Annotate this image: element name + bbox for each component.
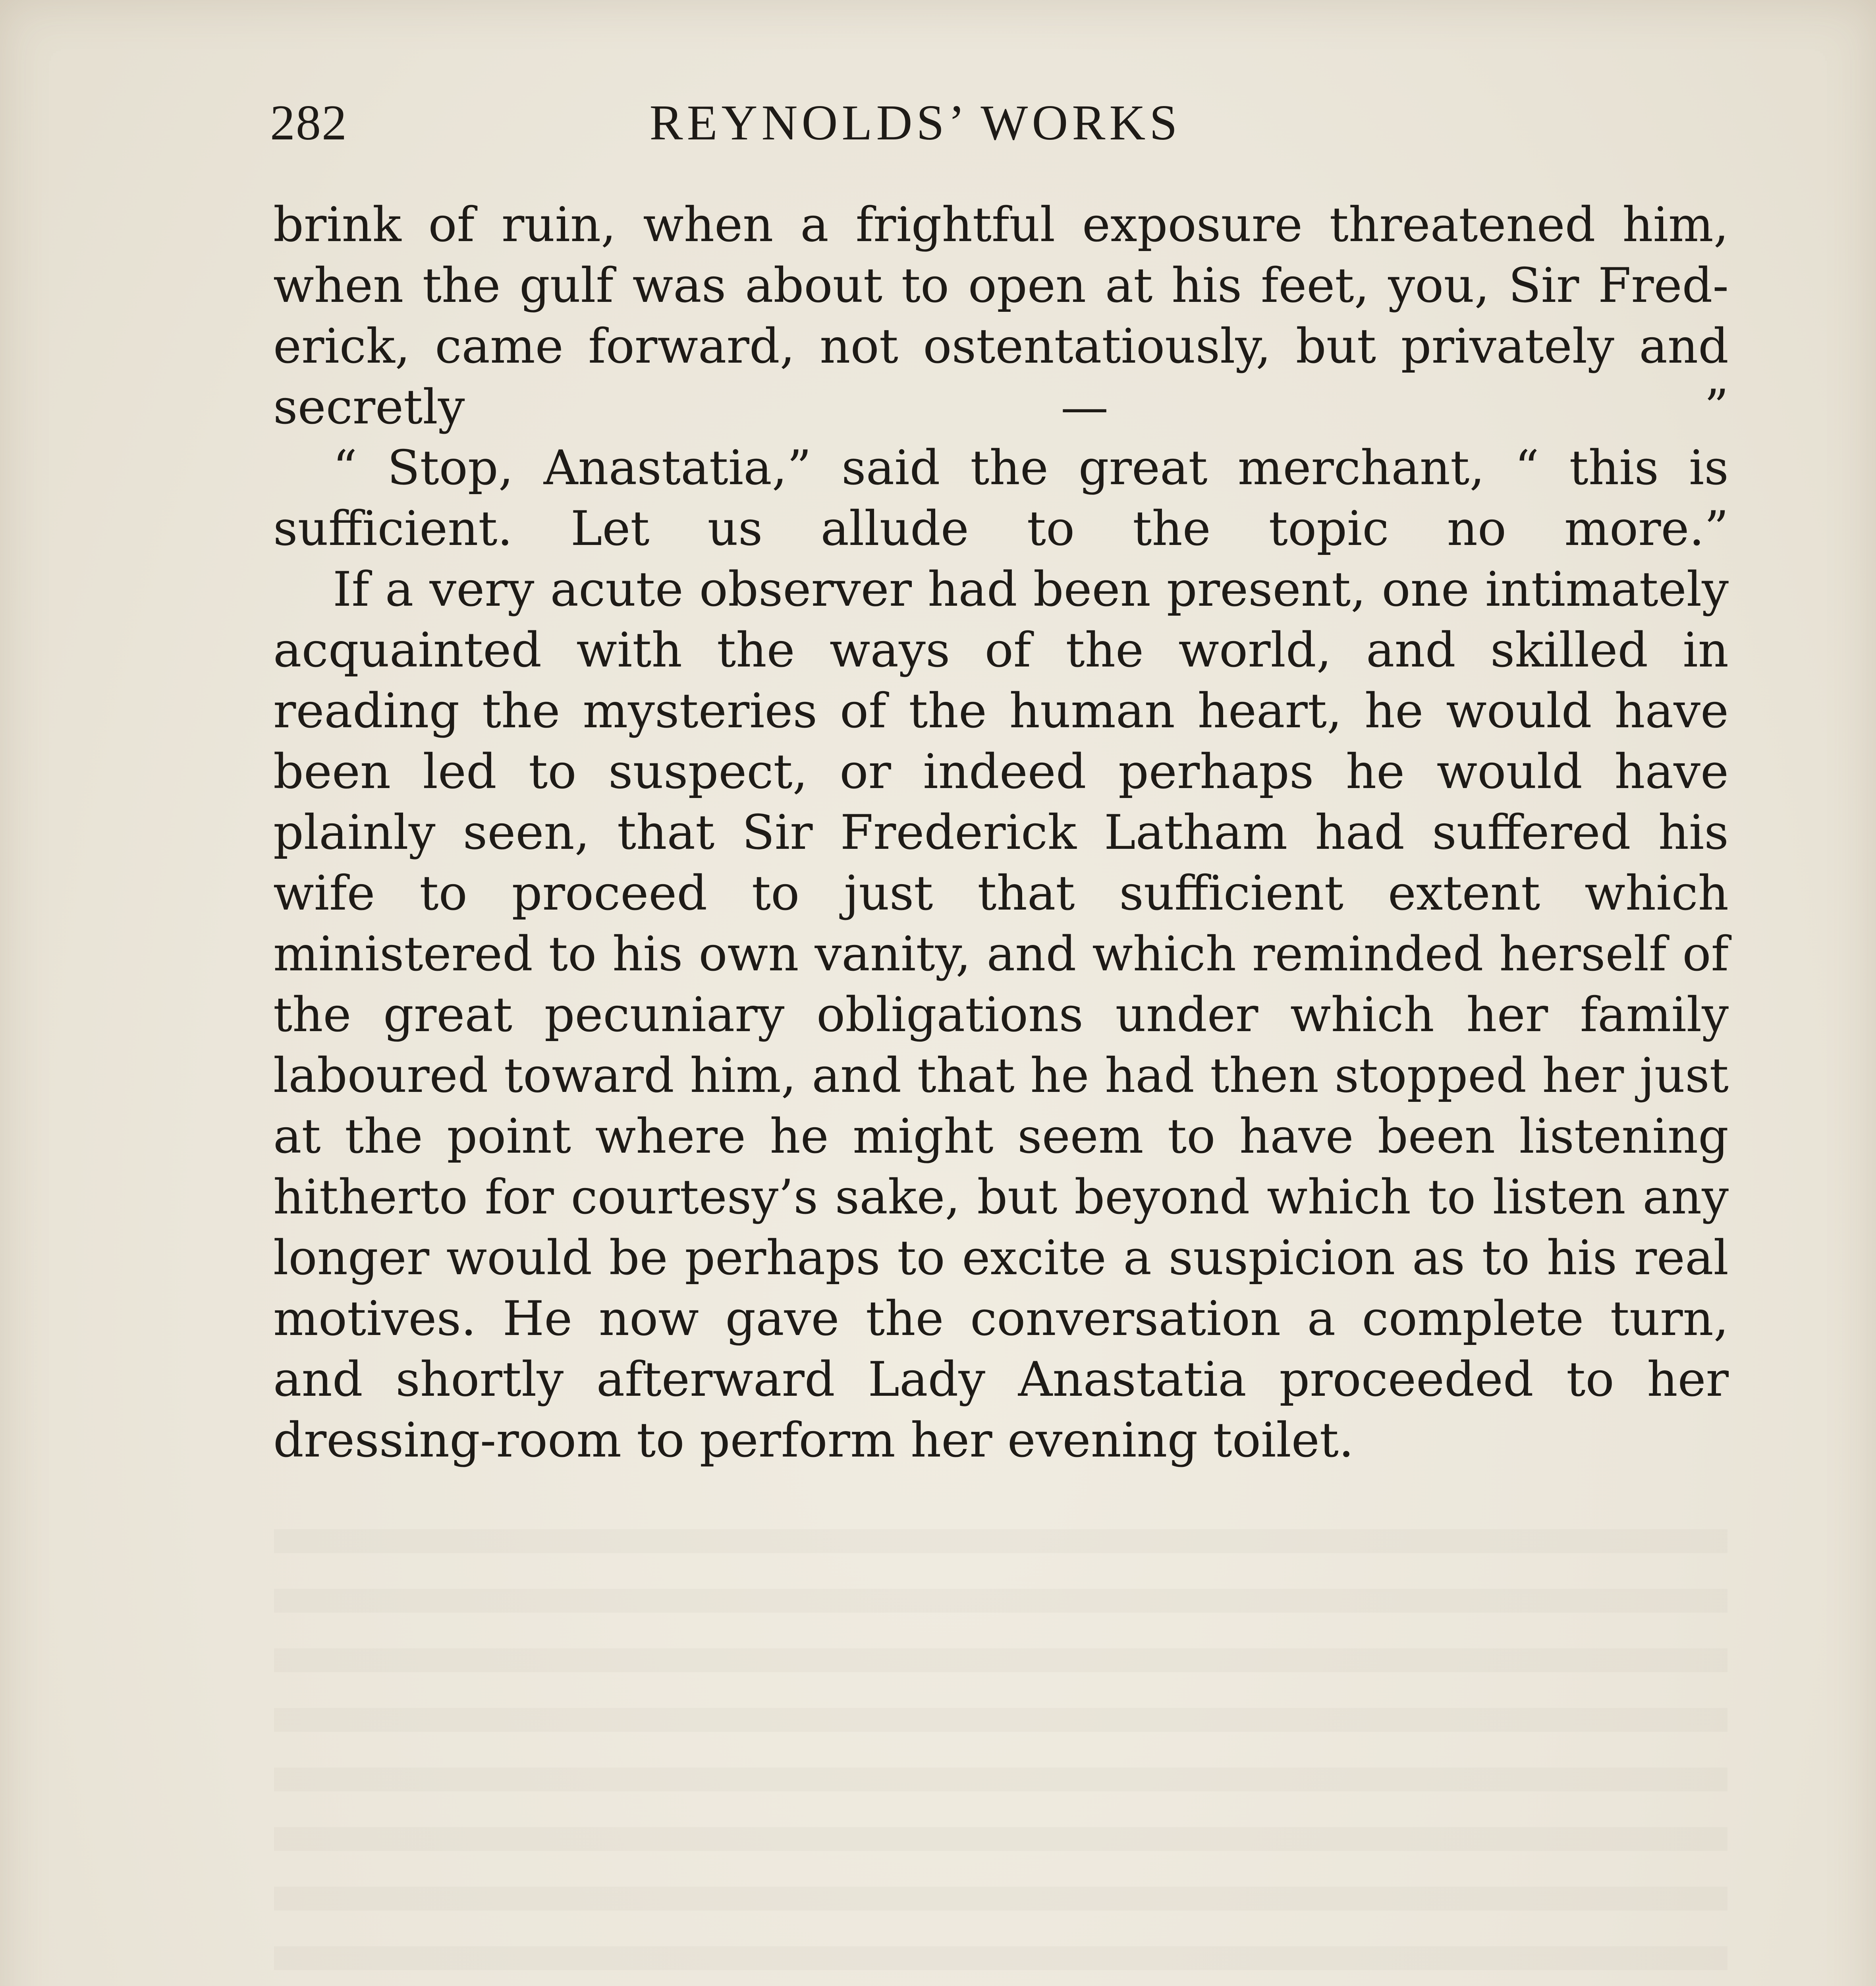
running-head: REYNOLDS’ WORKS	[649, 95, 1181, 151]
paragraph-continuation: brink of ruin, when a frightful exposure threatened him, when the gulf was about to open at his feet, you, Sir Frederick, came forward, not ostentatiously, but privately and secretly — ”	[273, 197, 1729, 435]
page-header	[270, 93, 1741, 153]
paragraph-dialogue: “ Stop, Anastatia,” said the great merchant, “ this is sufficient. Let us allude to the topic no more.”	[273, 440, 1729, 556]
page-number: 282	[270, 95, 347, 151]
body-text	[273, 195, 1729, 1471]
paragraph-narration: If a very acute observer had been present, one intimately acquainted with the ways of the world, and skilled in reading the mysteries of the human heart, he would have been led to suspect, or indeed perhaps he would have plainly seen, that Sir Frederick Latham had suffered his wife to proceed to just that sufficient extent which ministered to his own vanity, and which reminded herself of the great pecuniary obligations under which her family laboured toward him, and that he had then stopped her just at the point where he might seem to have been listening hitherto for courtesy’s sake, but beyond which to listen any longer would be perhaps to excite a suspicion as to his real motives. He now gave the conversation a complete turn, and shortly afterward Lady Anastatia proceeded to her dressing-room to perform her evening toilet.	[273, 562, 1729, 1468]
show-through-texture	[274, 1493, 1727, 1986]
